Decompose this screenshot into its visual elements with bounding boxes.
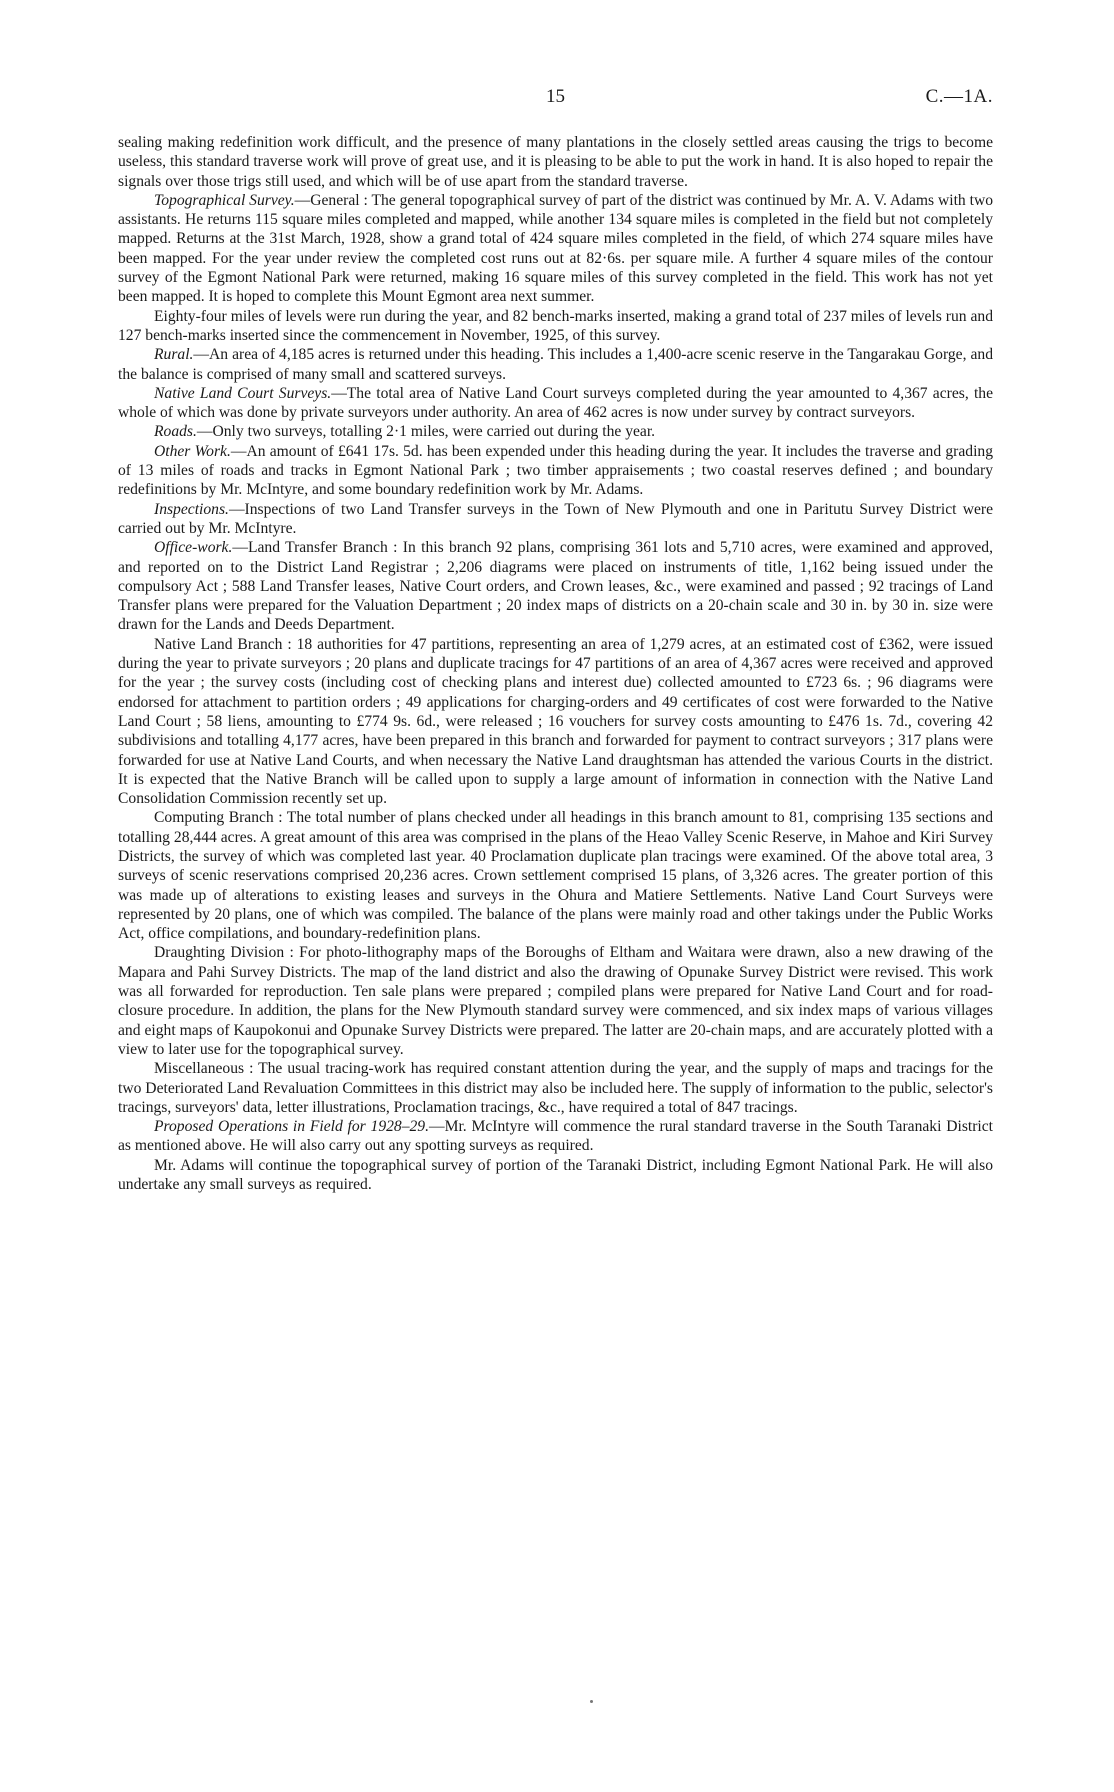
- paragraph-native-land-branch: Native Land Branch : 18 authorities for 47 partitions, representing an area of 1,279 acres, at an estimated cost of £362, were issued during the year to private surveyors ; 20 plans and duplicate tracings for 47 partitions of an area of 4,367 acres were received and approved for the year ; the survey costs (including cost of checking plans and interest due) collected amounted to £723 6s. ; 96 diagrams were endorsed for attachment to partition orders ; 49 applications for charging-orders and 49 certificates of cost were forwarded to the Native Land Court ; 58 liens, amounting to £774 9s. 6d., were released ; 16 vouchers for survey costs amounting to £476 1s. 7d., covering 42 subdivisions and totalling 4,177 acres, have been prepared in this branch and forwarded for payment to contract surveyors ; 317 plans were forwarded for use at Native Land Courts, and when necessary the Native Land draughtsman has attended the various Courts in the district. It is expected that the Native Branch will be called upon to supply a large amount of information in connection with the Native Land Consolidation Commission recently set up.: [118, 635, 993, 808]
- paragraph-proposed-operations: Proposed Operations in Field for 1928–29.—Mr. McIntyre will commence the rural standard traverse in the South Taranaki District as mentioned above. He will also carry out any spotting surveys as required.: [118, 1118, 993, 1155]
- print-speck: [590, 1700, 593, 1703]
- paragraph-draughting-division: Draughting Division : For photo-lithography maps of the Boroughs of Eltham and Waitara were drawn, also a new drawing of the Mapara and Pahi Survey Districts. The map of the land district and also the drawing of Opunake Survey District were revised. This work was all forwarded for reproduction. Ten sale plans were prepared ; compiled plans were prepared for Native Land Court and for road-closure procedure. In addition, the plans for the New Plymouth standard survey were commenced, and six index maps of various villages and eight maps of Kaupokonui and Opunake Survey Districts were prepared. The latter are 20-chain maps, and are accurately plotted with a view to later use for the topographical survey.: [118, 944, 993, 1058]
- paragraph-standard-traverse: sealing making redefinition work difficult, and the presence of many plantations in the closely settled areas causing the trigs to become useless, this standard traverse work will prove of great use, and it is pleasing to be able to put the work in hand. It is also hoped to repair the signals over those trigs still used, and which will be of use apart from the standard traverse.: [118, 134, 993, 190]
- paragraph-computing-branch: Computing Branch : The total number of plans checked under all headings in this branch amount to 81, comprising 135 sections and totalling 28,444 acres. A great amount of this area was comprised in the plans of the Heao Valley Scenic Reserve, in Mahoe and Kiri Survey Districts, the survey of which was completed last year. 40 Proclamation duplicate plan tracings were examined. Of the above total area, 3 surveys of scenic reservations comprised 20,236 acres. Crown settlement comprised 15 plans, of 3,326 acres. The greater portion of this was made up of alterations to existing leases and surveys in the Ohura and Matiere Settlements. Native Land Court Surveys were represented by 20 plans, one of which was compiled. The balance of the plans were mainly road and other takings under the Public Works Act, office compilations, and boundary-redefinition plans.: [118, 809, 993, 943]
- paragraph-roads: Roads.—Only two surveys, totalling 2·1 miles, were carried out during the year.: [154, 423, 656, 441]
- section-heading: Rural.: [154, 346, 194, 364]
- section-heading: Inspections.: [154, 500, 229, 518]
- report-body: [118, 133, 993, 1194]
- section-heading: Office-work.: [154, 539, 233, 557]
- paragraph-inspections: Inspections.—Inspections of two Land Transfer surveys in the Town of New Plymouth and one in Paritutu Survey District were carried out by Mr. McIntyre.: [118, 500, 993, 537]
- section-heading: Topographical Survey.: [154, 191, 295, 209]
- paragraph-rural: Rural.—An area of 4,185 acres is returned under this heading. This includes a 1,400-acre scenic reserve in the Tangarakau Gorge, and the balance is comprised of many small and scattered surveys.: [118, 346, 993, 383]
- paragraph-native-land-court-surveys: Native Land Court Surveys.—The total area of Native Land Court surveys completed during the year amounted to 4,367 acres, the whole of which was done by private surveyors under authority. An area of 462 acres is now under survey by contract surveyors.: [118, 384, 993, 422]
- paragraph-levels: Eighty-four miles of levels were run during the year, and 82 bench-marks inserted, making a grand total of 237 miles of levels run and 127 bench-marks inserted since the commencement in November, 1925, of this survey.: [118, 307, 993, 344]
- page-number: 15: [546, 86, 565, 107]
- paragraph-office-work: Office-work.—Land Transfer Branch : In this branch 92 plans, comprising 361 lots and 5,710 acres, were examined and approved, and reported on to the District Land Registrar ; 2,206 diagrams were placed on instruments of title, 1,162 being issued under the compulsory Act ; 588 Land Transfer leases, Native Court orders, and Crown leases, &c., were examined and passed ; 92 tracings of Land Transfer plans were prepared for the Valuation Department ; 20 index maps of districts on a 20-chain scale and 30 in. by 30 in. size were drawn for the Lands and Deeds Department.: [118, 539, 993, 634]
- document-reference: C.—1A.: [925, 86, 993, 107]
- section-heading: Roads.: [154, 423, 197, 441]
- paragraph-other-work: Other Work.—An amount of £641 17s. 5d. has been expended under this heading during the year. It includes the traverse and grading of 13 miles of roads and tracks in Egmont National Park ; two timber appraisements ; two coastal reserves defined ; and boundary redefinitions by Mr. McIntyre, and some boundary redefinition work by Mr. Adams.: [118, 442, 993, 499]
- paragraph-topographical-survey: Topographical Survey.—General : The general topographical survey of part of the district was continued by Mr. A. V. Adams with two assistants. He returns 115 square miles completed and mapped, while another 134 square miles is completed in the field but not completely mapped. Returns at the 31st March, 1928, show a grand total of 424 square miles completed in the field, of which 274 square miles have been mapped. For the year under review the completed cost runs out at 82·6s. per square mile. A further 4 square miles of the contour survey of the Egmont National Park were returned, making 16 square miles of this survey completed in the field. This work has not yet been mapped. It is hoped to complete this Mount Egmont area next summer.: [118, 191, 994, 306]
- paragraph-miscellaneous: Miscellaneous : The usual tracing-work has required constant attention during the year, and the supply of maps and tracings for the two Deteriorated Land Revaluation Committees in this district may also be included here. The supply of information to the public, selector's tracings, surveyors' data, letter illustrations, Proclamation tracings, &c., have required a total of 847 tracings.: [118, 1060, 993, 1116]
- section-heading: Other Work.: [154, 442, 231, 460]
- paragraph-adams-continuation: Mr. Adams will continue the topographical survey of portion of the Taranaki District, including Egmont National Park. He will also undertake any small surveys as required.: [118, 1156, 993, 1194]
- section-heading: Native Land Court Surveys.: [154, 384, 332, 402]
- page-header: [118, 80, 993, 110]
- section-heading: Proposed Operations in Field for 1928–29.: [154, 1118, 430, 1136]
